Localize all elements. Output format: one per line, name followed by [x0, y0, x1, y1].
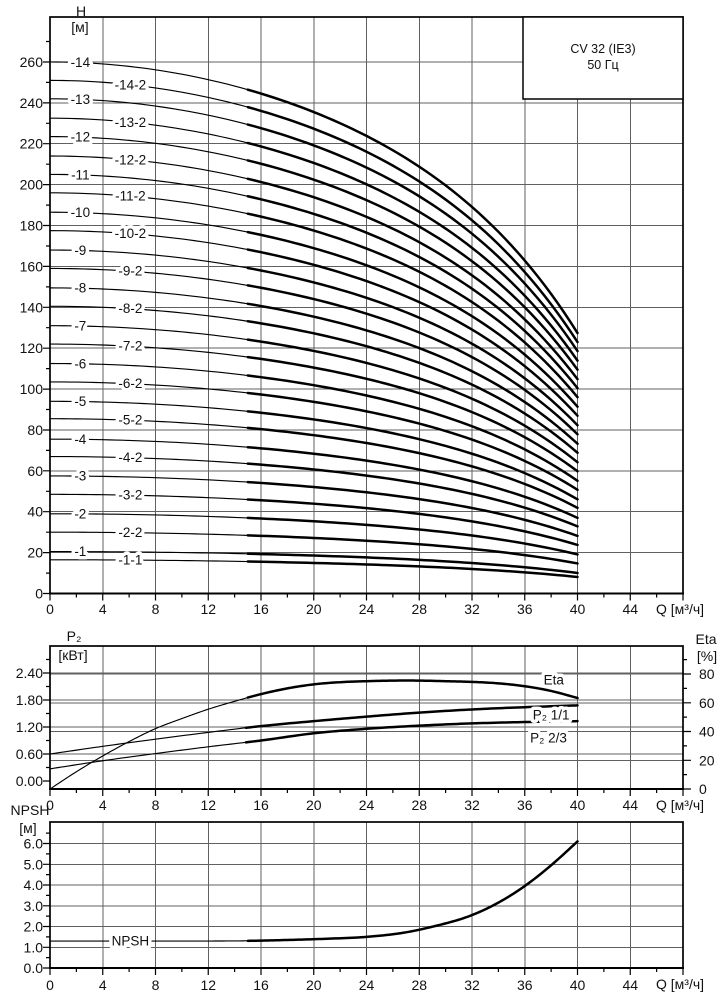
curve-Eta-thin — [50, 698, 248, 789]
curve-label--7-2: -7-2 — [118, 338, 143, 354]
npsh-axis-label: NPSH — [10, 802, 50, 818]
power-y-axis-label: P₂ — [66, 628, 82, 644]
qh-curve--6-2-thin — [50, 382, 248, 393]
eta-y-tick-label: 80 — [699, 666, 715, 682]
npsh-x-tick-label: 4 — [98, 977, 107, 993]
qh-curve--3-2-thin — [50, 494, 248, 499]
curve-label--9-2: -9-2 — [118, 263, 143, 279]
curve-label--6: -6 — [74, 356, 87, 372]
curve-P-2-3-thin — [50, 742, 246, 769]
head-x-tick-label: 0 — [46, 601, 54, 617]
qh-curve--4-2-thin — [50, 457, 248, 464]
pump-model-title: CV 32 (IE3) — [570, 42, 636, 57]
curve-label--3: -3 — [74, 468, 87, 484]
npsh-y-tick-label: 2.0 — [23, 918, 43, 935]
curve-label--3-2: -3-2 — [118, 487, 143, 503]
curve-label--10-2: -10-2 — [114, 226, 147, 242]
pump-frequency: 50 Гц — [587, 58, 619, 72]
npsh-x-tick-label: 36 — [516, 977, 533, 993]
head-y-tick-label: 160 — [19, 258, 43, 275]
npsh-x-tick-label: 40 — [569, 977, 586, 993]
power-x-tick-label: 16 — [253, 797, 269, 813]
power-x-tick-label: 20 — [305, 797, 322, 813]
curve-label--13-2: -13-2 — [114, 114, 147, 130]
head-y-tick-label: 120 — [19, 340, 43, 357]
curve-label-npsh: NPSH — [111, 933, 150, 949]
curve-label--5: -5 — [74, 394, 87, 410]
curve-label-P-2-3: P₂ 2/3 — [530, 730, 567, 746]
qh-curve--2-2-thin — [50, 532, 248, 535]
curve-label--11-2: -11-2 — [115, 188, 146, 204]
head-x-tick-label: 28 — [411, 601, 428, 617]
head-y-tick-label: 40 — [27, 503, 43, 520]
curve-label--4: -4 — [74, 431, 87, 447]
curve-label--4-2: -4-2 — [118, 450, 143, 466]
curve-label--7: -7 — [74, 318, 87, 334]
npsh-x-tick-label: 24 — [358, 977, 375, 993]
curve-label--1: -1 — [74, 544, 87, 560]
head-x-tick-label: 40 — [569, 601, 586, 617]
npsh-y-tick-label: 6.0 — [23, 835, 43, 852]
power-y-tick-label: 0.60 — [15, 746, 43, 762]
qh-curve--13-2-bold — [248, 143, 578, 361]
qh-curve--4-2-bold — [248, 464, 578, 527]
npsh-axis-unit: [м] — [19, 820, 37, 836]
power-x-tick-label: 32 — [464, 797, 480, 813]
head-x-tick-label: 44 — [622, 601, 639, 617]
head-y-ticks — [43, 42, 50, 594]
curve-label--14: -14 — [70, 55, 91, 71]
curve-label--6-2: -6-2 — [118, 376, 143, 392]
head-y-tick-label: 60 — [27, 462, 43, 479]
qh-curve--7-2-thin — [50, 344, 248, 357]
curve-label--5-2: -5-2 — [118, 412, 143, 428]
power-y-axis-unit: [кВт] — [58, 647, 88, 663]
power-y-tick-label: 1.20 — [15, 719, 43, 735]
curve-label--14-2: -14-2 — [114, 77, 147, 93]
npsh-x-tick-label: 20 — [305, 977, 322, 993]
head-y-tick-label: 180 — [19, 217, 43, 234]
head-x-tick-label: 16 — [253, 601, 269, 617]
head-y-tick-label: 0 — [35, 585, 43, 602]
head-x-tick-label: 24 — [358, 601, 375, 617]
eta-y-tick-label: 60 — [699, 694, 715, 711]
head-y-axis-label: H — [75, 3, 87, 19]
curve-label--2-2: -2-2 — [118, 525, 143, 541]
curve-label--13: -13 — [70, 91, 91, 107]
power-y-tick-label: 0.00 — [15, 773, 43, 789]
head-x-tick-label: 8 — [151, 601, 160, 617]
power-y-tick-label: 2.40 — [15, 665, 43, 681]
eta-axis-label: Eta — [695, 631, 717, 647]
curve-label--8-2: -8-2 — [118, 301, 143, 317]
head-y-tick-label: 240 — [19, 94, 43, 111]
power-x-tick-label: 28 — [411, 797, 428, 813]
npsh-x-tick-label: 8 — [151, 977, 160, 993]
title-box — [524, 18, 682, 98]
eta-y-tick-label: 0 — [699, 781, 707, 797]
curve-label-Eta: Eta — [543, 672, 564, 688]
npsh-x-tick-label: 28 — [411, 977, 428, 993]
head-y-tick-label: 260 — [19, 53, 43, 70]
head-y-axis-unit: [м] — [71, 19, 89, 35]
head-y-tick-label: 220 — [19, 135, 43, 152]
curve-label--12: -12 — [70, 129, 91, 145]
qh-curve--5-2-thin — [50, 419, 248, 428]
qh-curve--14-bold — [248, 90, 578, 333]
power-x-axis-unit: Q [м³/ч] — [656, 797, 705, 813]
npsh-y-tick-label: 0.0 — [23, 960, 43, 976]
power-x-tick-label: 36 — [516, 797, 533, 813]
curve-label--1-1: -1-1 — [118, 552, 143, 568]
npsh-x-tick-label: 44 — [622, 977, 639, 993]
npsh-y-tick-label: 1.0 — [23, 939, 43, 956]
npsh-y-tick-label: 3.0 — [23, 897, 43, 914]
qh-curve--1-1-thin — [50, 560, 248, 562]
npsh-x-axis-unit: Q [м³/ч] — [656, 976, 705, 992]
eta-y-tick-label: 20 — [699, 752, 715, 769]
head-y-tick-label: 140 — [19, 299, 43, 316]
npsh-y-ticks — [43, 833, 50, 968]
head-y-tick-label: 80 — [27, 421, 43, 438]
curve-label--8: -8 — [74, 280, 87, 296]
power-x-tick-label: 12 — [200, 797, 217, 813]
head-x-tick-label: 12 — [200, 601, 217, 617]
curve-npsh-bold — [248, 841, 578, 940]
npsh-x-tick-label: 0 — [46, 977, 54, 993]
head-x-tick-label: 32 — [464, 601, 480, 617]
power-x-tick-label: 8 — [151, 797, 160, 813]
npsh-x-tick-label: 12 — [200, 977, 217, 993]
power-x-tick-label: 24 — [358, 797, 375, 813]
curve-label-P-1-1: P₂ 1/1 — [532, 707, 570, 723]
head-y-tick-label: 100 — [19, 381, 43, 398]
eta-y-tick-label: 40 — [699, 723, 715, 740]
qh-curve--7-2-bold — [248, 357, 578, 471]
curve-label--9: -9 — [74, 242, 87, 258]
power-x-tick-label: 40 — [569, 797, 586, 813]
npsh-y-tick-label: 4.0 — [23, 877, 43, 893]
curve-label--12-2: -12-2 — [114, 152, 147, 168]
curve-Eta-bold — [248, 681, 578, 698]
head-x-tick-label: 36 — [516, 601, 533, 617]
head-x-tick-label: 4 — [98, 601, 107, 617]
power-x-tick-label: 4 — [98, 797, 107, 813]
npsh-x-tick-label: 16 — [253, 977, 269, 993]
eta-axis-unit: [%] — [696, 648, 718, 664]
head-x-axis-unit: Q [м³/ч] — [656, 601, 705, 617]
qh-curve--1-1-bold — [248, 562, 578, 577]
power-right-y-ticks — [683, 660, 691, 789]
npsh-x-tick-label: 32 — [464, 977, 480, 993]
power-y-tick-label: 1.80 — [15, 692, 43, 708]
curve-label--2: -2 — [74, 506, 87, 522]
curve-label--10: -10 — [70, 205, 91, 221]
curve-label--11: -11 — [71, 167, 90, 183]
power-x-tick-label: 44 — [622, 797, 639, 813]
power-y-ticks — [43, 660, 50, 782]
curve-P-1-1-bold — [246, 705, 578, 727]
head-y-tick-label: 200 — [19, 176, 43, 193]
npsh-y-tick-label: 5.0 — [23, 856, 43, 873]
head-x-tick-label: 20 — [305, 601, 322, 617]
head-y-tick-label: 20 — [27, 544, 43, 561]
power-x-tick-label: 0 — [46, 797, 54, 813]
